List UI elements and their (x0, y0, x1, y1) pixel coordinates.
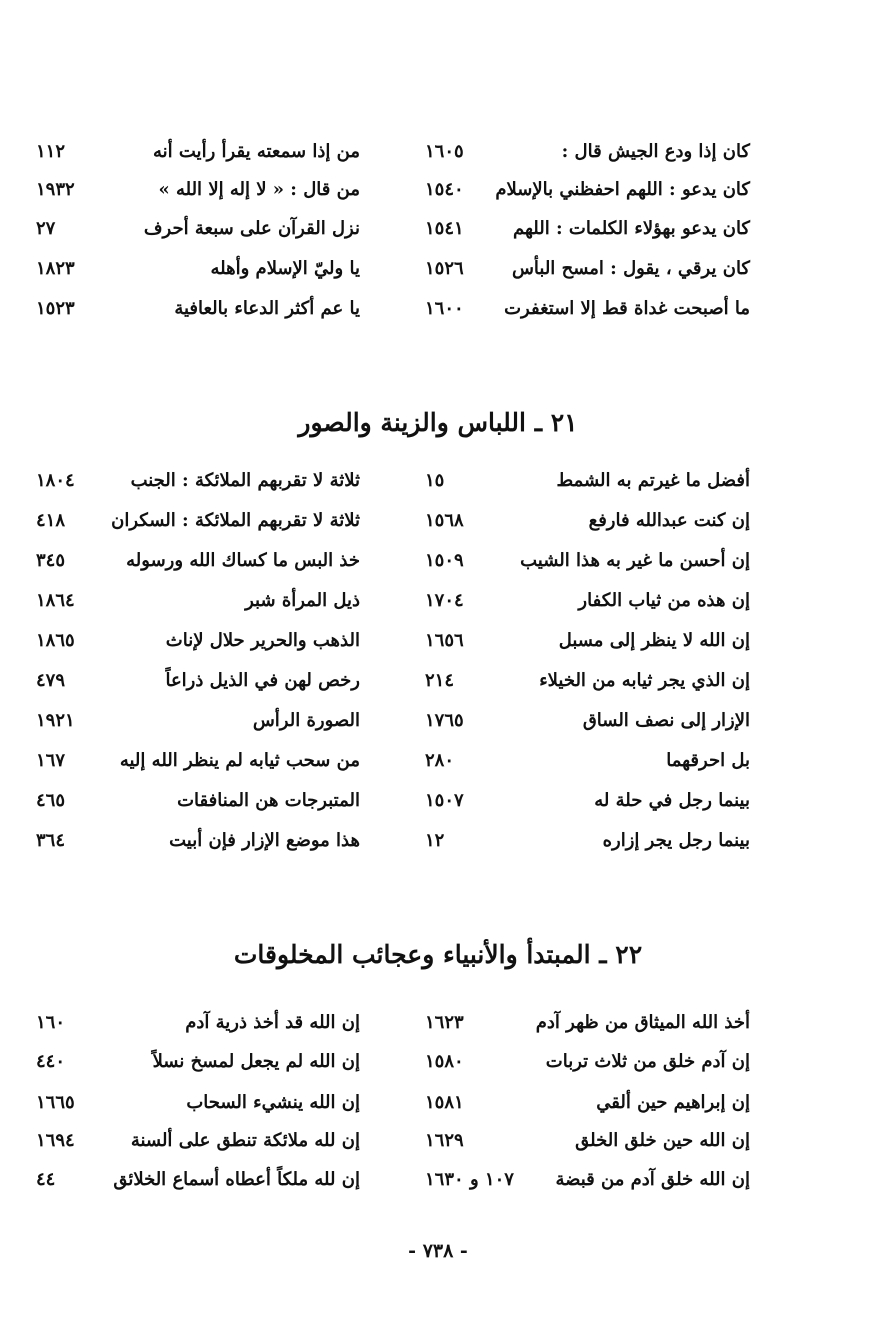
entry-title: من سحب ثيابه لم ينظر الله إليه (119, 750, 360, 771)
entry-number: ٢١٤ (425, 670, 455, 691)
entry-title: أفضل ما غيرتم به الشمط (556, 470, 750, 491)
index-row (0, 746, 876, 776)
entry-title: خذ البس ما كساك الله ورسوله (126, 550, 360, 571)
entry-title: رخص لهن في الذيل ذراعاً (165, 670, 360, 691)
entry-number: ١٩٢١ (36, 710, 75, 731)
entry-number: ١٨٦٥ (36, 630, 75, 651)
entry-title: بينما رجل في حلة له (594, 790, 750, 811)
index-row (0, 1008, 876, 1038)
entry-title: بل احرقهما (666, 750, 750, 771)
index-row (0, 137, 876, 167)
index-row (0, 214, 876, 244)
entry-title: ما أصبحت غداة قط إلا استغفرت (504, 298, 750, 319)
entry-number: ١٥٢٦ (425, 258, 464, 279)
index-row (0, 826, 876, 856)
entry-number: ١٥ (425, 470, 445, 491)
index-row (0, 506, 876, 536)
entry-number: ٤٧٩ (36, 670, 66, 691)
entry-title: ثلاثة لا تقربهم الملائكة : السكران (111, 510, 360, 531)
entry-number: ١٦٩٤ (36, 1130, 75, 1151)
entry-title: إن الله لم يجعل لمسخ نسلاً (152, 1051, 360, 1072)
entry-title: إن لله ملكاً أعطاه أسماع الخلائق (113, 1169, 360, 1190)
entry-number: ١١٢ (36, 141, 66, 162)
entry-number: ١٨٠٤ (36, 470, 75, 491)
page-number: - ٧٣٨ - (408, 1240, 468, 1262)
index-row (0, 1088, 876, 1118)
entry-number: ٤١٨ (36, 510, 66, 531)
entry-title: إن لله ملائكة تنطق على ألسنة (130, 1130, 360, 1151)
section-heading: ٢٢ ـ المبتدأ والأنبياء وعجائب المخلوقات (233, 940, 643, 969)
entry-number: ١٩٣٢ (36, 179, 75, 200)
entry-number: ١٥٢٣ (36, 298, 75, 319)
entry-title: كان يدعو بهؤلاء الكلمات : اللهم (512, 218, 750, 239)
entry-number: ٣٦٤ (36, 830, 66, 851)
entry-title: الصورة الرأس (252, 710, 360, 731)
index-row (0, 546, 876, 576)
index-row (0, 786, 876, 816)
entry-title: الذهب والحرير حلال لإناث (165, 630, 360, 651)
entry-number: ١٨٦٤ (36, 590, 75, 611)
index-row (0, 254, 876, 284)
entry-title: الإزار إلى نصف الساق (582, 710, 750, 731)
entry-number: ١٦٢٩ (425, 1130, 464, 1151)
entry-number: ١٦٢٣ (425, 1012, 464, 1033)
entry-title: إن إبراهيم حين ألقي (596, 1092, 750, 1113)
entry-number: ١٦٠٠ (425, 298, 464, 319)
index-row (0, 294, 876, 324)
entry-number: ١٢ (425, 830, 445, 851)
entry-title: إن الله خلق آدم من قبضة (555, 1169, 750, 1190)
entry-number: ١٥٨٠ (425, 1051, 464, 1072)
index-row (0, 466, 876, 496)
entry-number: ١٥٨١ (425, 1092, 464, 1113)
entry-title: إن الله ينشيء السحاب (186, 1092, 360, 1113)
entry-title: إن آدم خلق من ثلاث تربات (545, 1051, 750, 1072)
entry-title: إن أحسن ما غير به هذا الشيب (520, 550, 750, 571)
entry-title: كان يدعو : اللهم احفظني بالإسلام (495, 179, 750, 200)
entry-number: ١٧٠٤ (425, 590, 464, 611)
index-row (0, 1047, 876, 1077)
section-heading: ٢١ ـ اللباس والزينة والصور (298, 408, 578, 437)
entry-number: ١٦٧ (36, 750, 66, 771)
entry-number: ٢٨٠ (425, 750, 455, 771)
entry-number: ١٨٢٣ (36, 258, 75, 279)
entry-title: من إذا سمعته يقرأ رأيت أنه (152, 141, 360, 162)
index-row (0, 1165, 876, 1195)
entry-title: هذا موضع الإزار فإن أبيت (169, 830, 360, 851)
entry-title: يا وليّ الإسلام وأهله (210, 258, 360, 279)
entry-number: ٢٧ (36, 218, 56, 239)
index-row (0, 666, 876, 696)
entry-number: ١٥٤١ (425, 218, 464, 239)
entry-title: إن الله قد أخذ ذرية آدم (185, 1012, 360, 1033)
entry-title: بينما رجل يجر إزاره (602, 830, 750, 851)
entry-title: إن هذه من ثياب الكفار (578, 590, 750, 611)
entry-title: المتبرجات هن المنافقات (177, 790, 360, 811)
entry-number: ٣٤٥ (36, 550, 66, 571)
entry-number: ١٦٥٦ (425, 630, 464, 651)
entry-title: إن كنت عبدالله فارفع (588, 510, 750, 531)
entry-title: ثلاثة لا تقربهم الملائكة : الجنب (130, 470, 360, 491)
entry-title: إن الله حين خلق الخلق (575, 1130, 750, 1151)
entry-title: يا عم أكثر الدعاء بالعافية (174, 298, 360, 319)
index-row (0, 586, 876, 616)
entry-title: كان إذا ودع الجيش قال : (561, 141, 750, 162)
entry-number: ١٥٤٠ (425, 179, 464, 200)
entry-title: ذيل المرأة شبر (245, 590, 360, 611)
entry-title: نزل القرآن على سبعة أحرف (143, 218, 360, 239)
entry-number: ٤٤ (36, 1169, 56, 1190)
entry-title: إن الذي يجر ثيابه من الخيلاء (539, 670, 750, 691)
entry-number: ١٥٠٩ (425, 550, 464, 571)
entry-title: أخذ الله الميثاق من ظهر آدم (535, 1012, 750, 1033)
index-row (0, 175, 876, 205)
entry-number: ١٥٦٨ (425, 510, 464, 531)
entry-title: إن الله لا ينظر إلى مسبل (558, 630, 750, 651)
entry-number: ٤٦٥ (36, 790, 66, 811)
index-row (0, 1126, 876, 1156)
entry-number: ١٧٦٥ (425, 710, 464, 731)
index-row (0, 706, 876, 736)
entry-number: ١٠٧ و ١٦٣٠ (425, 1169, 514, 1190)
entry-number: ١٥٠٧ (425, 790, 464, 811)
entry-number: ٤٤٠ (36, 1051, 66, 1072)
index-row (0, 626, 876, 656)
entry-title: كان يرقي ، يقول : امسح البأس (511, 258, 750, 279)
entry-number: ١٦٠٥ (425, 141, 464, 162)
entry-title: من قال : « لا إله إلا الله » (158, 179, 360, 200)
entry-number: ١٦٠ (36, 1012, 66, 1033)
entry-number: ١٦٦٥ (36, 1092, 75, 1113)
